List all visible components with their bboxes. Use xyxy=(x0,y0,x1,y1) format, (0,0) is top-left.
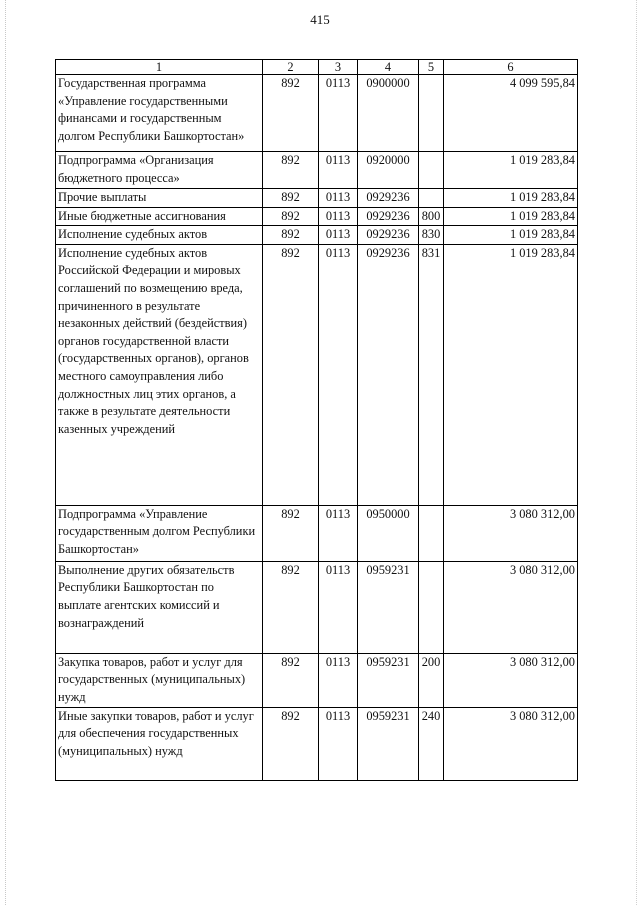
row-name: Государственная программа «Управление государственными финансами и государственным долгом Республики Башкортостан» xyxy=(56,75,263,152)
row-col2: 892 xyxy=(263,152,319,189)
row-name: Закупка товаров, работ и услуг для государственных (муниципальных) нужд xyxy=(56,653,263,707)
row-col5 xyxy=(419,505,444,561)
row-col4: 0920000 xyxy=(358,152,419,189)
row-col2: 892 xyxy=(263,561,319,653)
row-col4: 0929236 xyxy=(358,207,419,226)
row-name: Прочие выплаты xyxy=(56,189,263,208)
scan-edge-right xyxy=(636,0,637,905)
table-row xyxy=(56,244,578,505)
table-row xyxy=(56,653,578,707)
row-amount: 1 019 283,84 xyxy=(444,244,578,505)
table-row xyxy=(56,75,578,152)
row-col4: 0900000 xyxy=(358,75,419,152)
table-row xyxy=(56,226,578,245)
row-col4: 0959231 xyxy=(358,707,419,780)
row-col4: 0959231 xyxy=(358,561,419,653)
row-col5 xyxy=(419,189,444,208)
row-amount: 1 019 283,84 xyxy=(444,189,578,208)
row-col3: 0113 xyxy=(319,207,358,226)
row-amount: 3 080 312,00 xyxy=(444,653,578,707)
column-header: 1 xyxy=(56,60,263,75)
row-amount: 3 080 312,00 xyxy=(444,505,578,561)
row-amount: 1 019 283,84 xyxy=(444,226,578,245)
row-col3: 0113 xyxy=(319,653,358,707)
row-col3: 0113 xyxy=(319,189,358,208)
row-col4: 0929236 xyxy=(358,189,419,208)
table-row xyxy=(56,707,578,780)
row-col3: 0113 xyxy=(319,561,358,653)
table-row xyxy=(56,207,578,226)
row-col5 xyxy=(419,152,444,189)
row-col3: 0113 xyxy=(319,505,358,561)
row-col2: 892 xyxy=(263,75,319,152)
row-amount: 3 080 312,00 xyxy=(444,707,578,780)
page-number: 415 xyxy=(310,12,330,27)
row-amount: 3 080 312,00 xyxy=(444,561,578,653)
row-name: Исполнение судебных актов Российской Федерации и мировых соглашений по возмещению вреда, причиненного в результате незаконных действий (бездействия) органов государственной власти (государственных органов), органов местного самоуправления либо должностных лиц этих органов, а также в результате деятельности казенных учреждений xyxy=(56,244,263,505)
table-row xyxy=(56,561,578,653)
row-col3: 0113 xyxy=(319,244,358,505)
column-header: 3 xyxy=(319,60,358,75)
row-col5: 831 xyxy=(419,244,444,505)
column-header: 4 xyxy=(358,60,419,75)
row-col5 xyxy=(419,75,444,152)
row-col3: 0113 xyxy=(319,226,358,245)
row-amount: 1 019 283,84 xyxy=(444,207,578,226)
row-col2: 892 xyxy=(263,244,319,505)
row-col5 xyxy=(419,561,444,653)
row-col3: 0113 xyxy=(319,707,358,780)
row-col4: 0929236 xyxy=(358,226,419,245)
table-row xyxy=(56,505,578,561)
row-col2: 892 xyxy=(263,707,319,780)
row-col4: 0959231 xyxy=(358,653,419,707)
row-col2: 892 xyxy=(263,505,319,561)
row-col2: 892 xyxy=(263,653,319,707)
column-header: 6 xyxy=(444,60,578,75)
row-amount: 1 019 283,84 xyxy=(444,152,578,189)
table-row xyxy=(56,189,578,208)
column-header: 5 xyxy=(419,60,444,75)
row-col3: 0113 xyxy=(319,75,358,152)
row-col3: 0113 xyxy=(319,152,358,189)
table-row xyxy=(56,152,578,189)
row-col5: 200 xyxy=(419,653,444,707)
row-col2: 892 xyxy=(263,226,319,245)
row-col4: 0929236 xyxy=(358,244,419,505)
row-amount: 4 099 595,84 xyxy=(444,75,578,152)
scan-edge-left xyxy=(5,0,6,905)
row-col4: 0950000 xyxy=(358,505,419,561)
row-name: Исполнение судебных актов xyxy=(56,226,263,245)
row-col5: 830 xyxy=(419,226,444,245)
header-row xyxy=(56,60,578,75)
row-name: Подпрограмма «Управление государственным долгом Республики Башкортостан» xyxy=(56,505,263,561)
row-name: Выполнение других обязательств Республики Башкортостан по выплате агентских комиссий и вознаграждений xyxy=(56,561,263,653)
row-name: Подпрограмма «Организация бюджетного процесса» xyxy=(56,152,263,189)
row-name: Иные бюджетные ассигнования xyxy=(56,207,263,226)
budget-table xyxy=(55,59,578,781)
row-col2: 892 xyxy=(263,189,319,208)
column-header: 2 xyxy=(263,60,319,75)
row-col5: 800 xyxy=(419,207,444,226)
row-col2: 892 xyxy=(263,207,319,226)
row-col5: 240 xyxy=(419,707,444,780)
row-name: Иные закупки товаров, работ и услуг для обеспечения государственных (муниципальных) нужд xyxy=(56,707,263,780)
